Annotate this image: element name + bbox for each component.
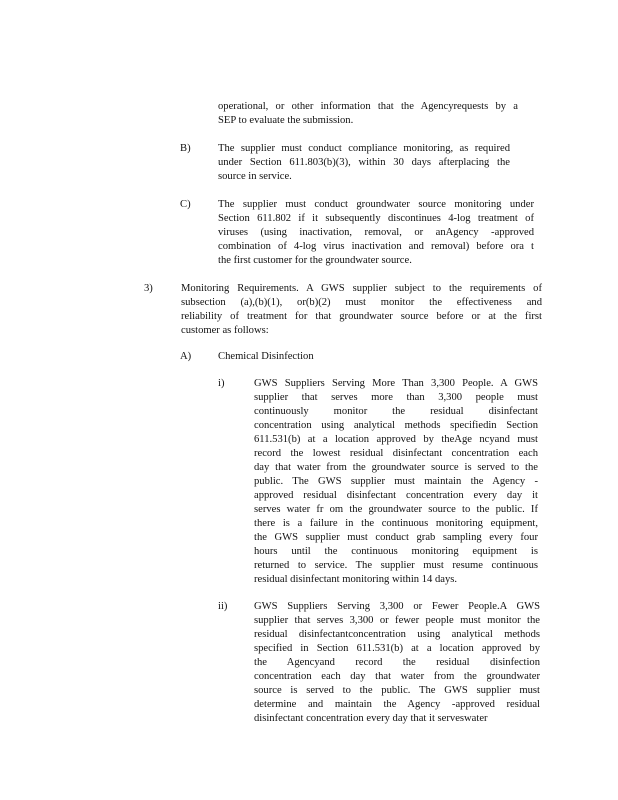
- text-line: serves water fr om the groundwater source to the public. If: [254, 504, 538, 515]
- text-line: there is a failure in the continuous monitoring equipment,: [254, 518, 538, 529]
- item-b-paragraph: [218, 142, 510, 184]
- item-a-label: A): [180, 351, 192, 362]
- text-line: viruses (using inactivation, removal, or anAgency -approved: [218, 227, 534, 238]
- text-line: hours until the continuous monitoring equipment is: [254, 546, 538, 557]
- item-3-label: 3): [144, 283, 153, 294]
- text-line: residual disinfectant monitoring within 14 days.: [254, 574, 458, 585]
- text-line: record the lowest residual disinfectant concentration each: [254, 448, 538, 459]
- item-i-paragraph: [254, 377, 538, 587]
- text-line: source is served to the public. The GWS supplier must: [254, 685, 540, 696]
- text-line: subsection (a),(b)(1), or(b)(2) must monitor the effectiveness and: [181, 297, 542, 308]
- item-a-heading: [218, 350, 338, 364]
- text-line: GWS Suppliers Serving 3,300 or Fewer People.A GWS: [254, 601, 540, 612]
- text-line: the first customer for the groundwater source.: [218, 255, 412, 266]
- text-line: supplier that serves 3,300 or fewer people must monitor the: [254, 615, 540, 626]
- text-line: The supplier must conduct groundwater source monitoring under: [218, 199, 534, 210]
- text-line: under Section 611.803(b)(3), within 30 days afterplacing the: [218, 157, 510, 168]
- text-line: Monitoring Requirements. A GWS supplier subject to the requirements of: [181, 283, 542, 294]
- item-3-paragraph: [181, 282, 542, 338]
- text-line: concentration using analytical methods specifiedin Section: [254, 420, 538, 431]
- text-line: combination of 4-log virus inactivation and removal) before ora t: [218, 241, 534, 252]
- text-line: disinfectant concentration every day that it serveswater: [254, 713, 488, 724]
- text-line: returned to service. The supplier must resume continuous: [254, 560, 538, 571]
- text-line: day that water from the groundwater source is served to the: [254, 462, 538, 473]
- item-ii-label: ii): [218, 601, 228, 612]
- item-c-label: C): [180, 199, 191, 210]
- item-c-paragraph: [218, 198, 534, 268]
- text-line: specified in Section 611.531(b) at a location approved by: [254, 643, 540, 654]
- text-line: the GWS supplier must conduct grab sampling every four: [254, 532, 538, 543]
- text-line: GWS Suppliers Serving More Than 3,300 People. A GWS: [254, 378, 538, 389]
- text-line: approved residual disinfectant concentration every day it: [254, 490, 538, 501]
- text-line: concentration each day that water from the groundwater: [254, 671, 540, 682]
- text-line: public. The GWS supplier must maintain the Agency -: [254, 476, 538, 487]
- text-line: residual disinfectantconcentration using analytical methods: [254, 629, 540, 640]
- text-line: continuously monitor the residual disinfectant: [254, 406, 538, 417]
- item-i-label: i): [218, 378, 225, 389]
- text-line: 611.531(b) at a location approved by theAge ncyand must: [254, 434, 538, 445]
- intro-paragraph: [218, 100, 518, 128]
- text-line: reliability of treatment for that groundwater source before or at the first: [181, 311, 542, 322]
- text-line: source in service.: [218, 171, 292, 182]
- text-line: Chemical Disinfection: [218, 351, 314, 362]
- item-ii-paragraph: [254, 600, 540, 726]
- text-line: operational, or other information that the Agencyrequests by a: [218, 101, 518, 112]
- text-line: SEP to evaluate the submission.: [218, 115, 354, 126]
- text-line: customer as follows:: [181, 325, 269, 336]
- text-line: determine and maintain the Agency -approved residual: [254, 699, 540, 710]
- text-line: supplier that serves more than 3,300 people must: [254, 392, 538, 403]
- text-line: Section 611.802 if it subsequently discontinues 4-log treatment of: [218, 213, 534, 224]
- item-b-label: B): [180, 143, 191, 154]
- text-line: The supplier must conduct compliance monitoring, as required: [218, 143, 510, 154]
- text-line: the Agencyand record the residual disinfection: [254, 657, 540, 668]
